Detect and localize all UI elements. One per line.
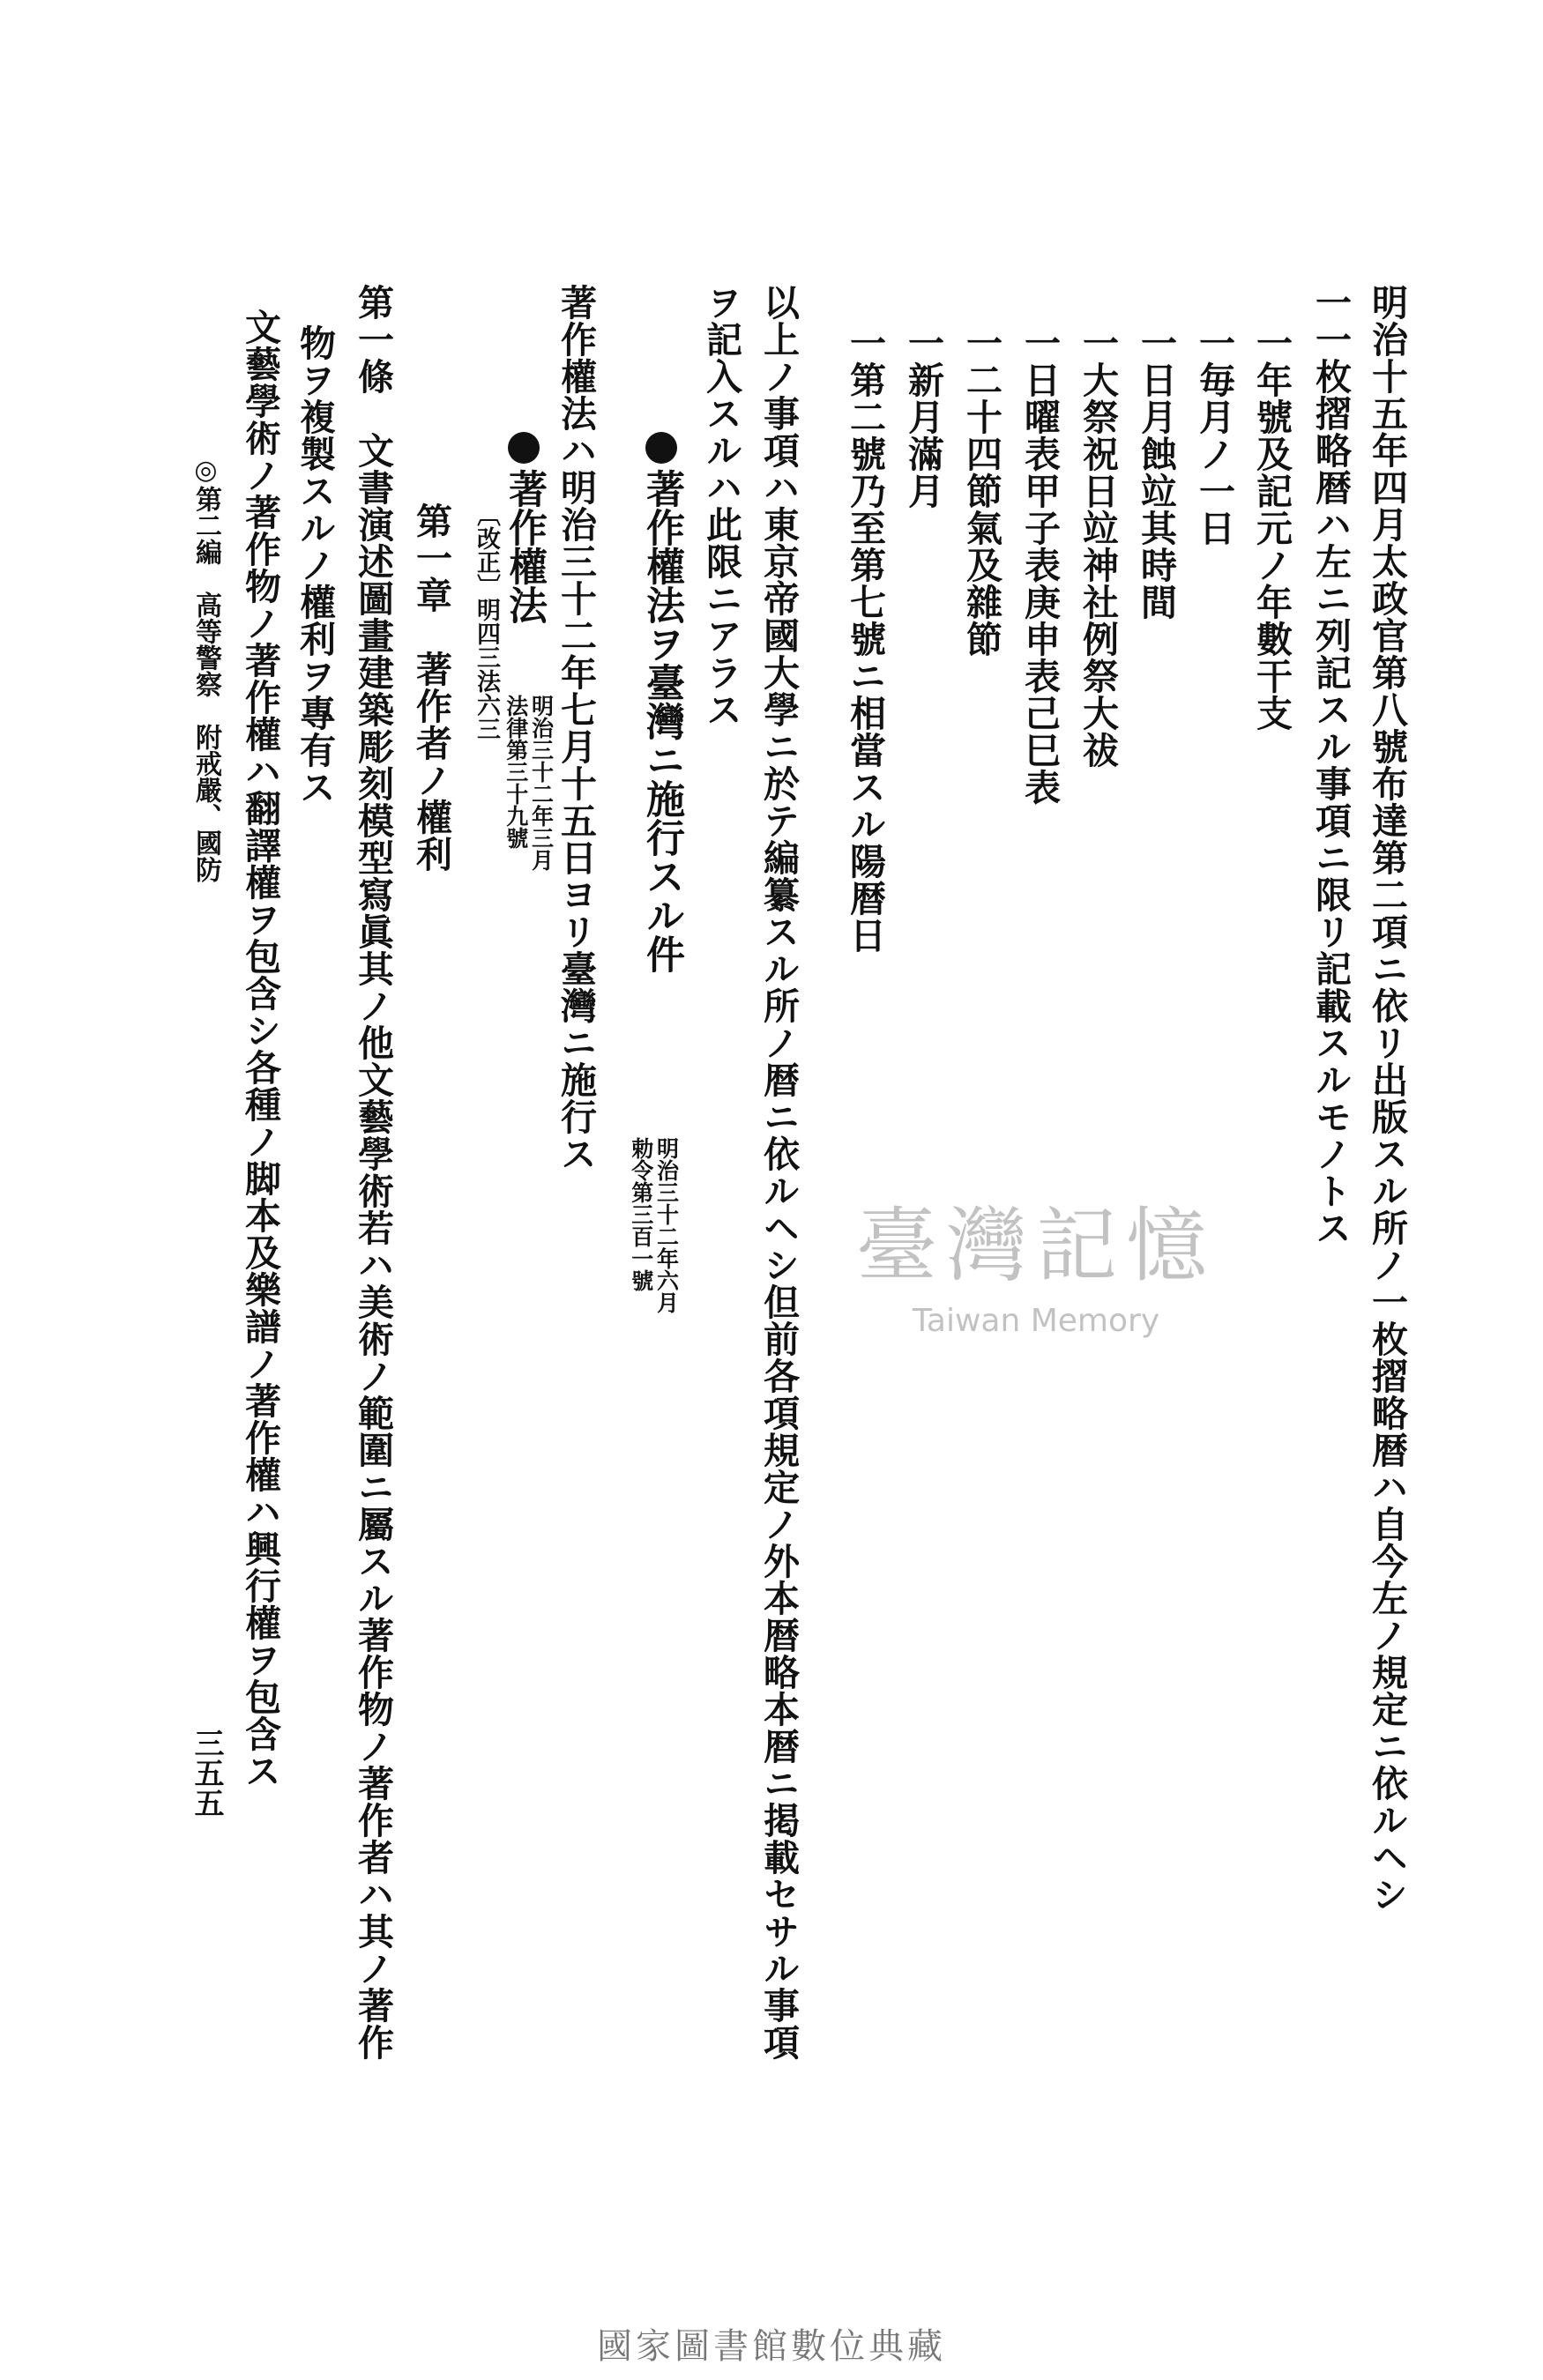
watermark-chinese: 臺灣記憶: [855, 1199, 1216, 1293]
section1-note: 明治三十二年六月 勅令第三百一號: [628, 1137, 680, 1313]
text-column-9: 一新月滿月: [902, 324, 944, 509]
library-mark: 國家圖書館數位典藏: [597, 2326, 946, 2367]
text-column-8: 一二十四節氣及雜節: [960, 324, 1003, 658]
section2-title: 著作權法: [504, 432, 543, 624]
revision-note: 〔改正〕明四三法六三: [473, 502, 500, 740]
watermark-english: Taiwan Memory: [912, 1303, 1160, 1339]
article1-column-3: 文藝學術ノ著作物ノ著作權ハ翻譯權ヲ包含シ各種ノ脚本及樂譜ノ著作權ハ興行權ヲ包含ス: [239, 309, 281, 1789]
article1-column-1: 第一條 文書演述圖畫建築彫刻模型寫眞其ノ他文藝學術若ハ美術ノ範圍ニ屬スル著作物ノ著作者ハ其ノ著作: [352, 284, 394, 2061]
chapter-heading: 第一章 著作者ノ權利: [410, 502, 452, 873]
taiwan-memory-watermark: [798, 1181, 1274, 1375]
bullet-dot-icon: [508, 432, 540, 464]
running-head: ◎第二編 高等警察 附戒嚴、國防: [190, 455, 221, 882]
text-column-11: 以上ノ事項ハ東京帝國大學ニ於テ編纂スル所ノ暦ニ依ルヘシ但前各項規定ノ外本暦略本暦ニ掲載セサル事項: [757, 284, 800, 2061]
text-column-2: 一一枚摺略暦ハ左ニ列記スル事項ニ限リ記載スルモノトス: [1309, 284, 1352, 1246]
text-column-5: 一日月蝕竝其時間: [1135, 324, 1177, 621]
section2-note: 明治三十二年三月 法律第三十九號: [503, 695, 555, 871]
page-number: 三五五: [189, 1728, 224, 1818]
text-column-7: 一日曜表甲子表庚申表己巳表: [1018, 324, 1061, 806]
text-column-10: 一第二號乃至第七號ニ相當スル陽暦日: [844, 324, 886, 954]
text-column-4: 一毎月ノ一日: [1193, 324, 1235, 547]
circle-mark-icon: ◎: [190, 455, 221, 486]
text-column-3: 一年號及記元ノ年數干支: [1250, 324, 1293, 732]
text-column-1: 明治十五年四月太政官第八號布達第二項ニ依リ出版スル所ノ一枚摺略暦ハ自今左ノ規定ニ依ルヘシ: [1366, 284, 1408, 1913]
bullet-dot-icon: [645, 432, 677, 464]
section1-title: 著作權法ヲ臺灣ニ施行スル件: [642, 432, 681, 973]
text-column-6: 一大祭祝日竝神社例祭大祓: [1077, 324, 1119, 769]
text-column-12: ヲ記入スルハ此限ニアラス: [700, 284, 742, 728]
section1-body: 著作權法ハ明治三十二年七月十五日ヨリ臺灣ニ施行ス: [555, 284, 597, 1172]
article1-column-2: 物ヲ複製スルノ權利ヲ專有ス: [294, 324, 336, 806]
